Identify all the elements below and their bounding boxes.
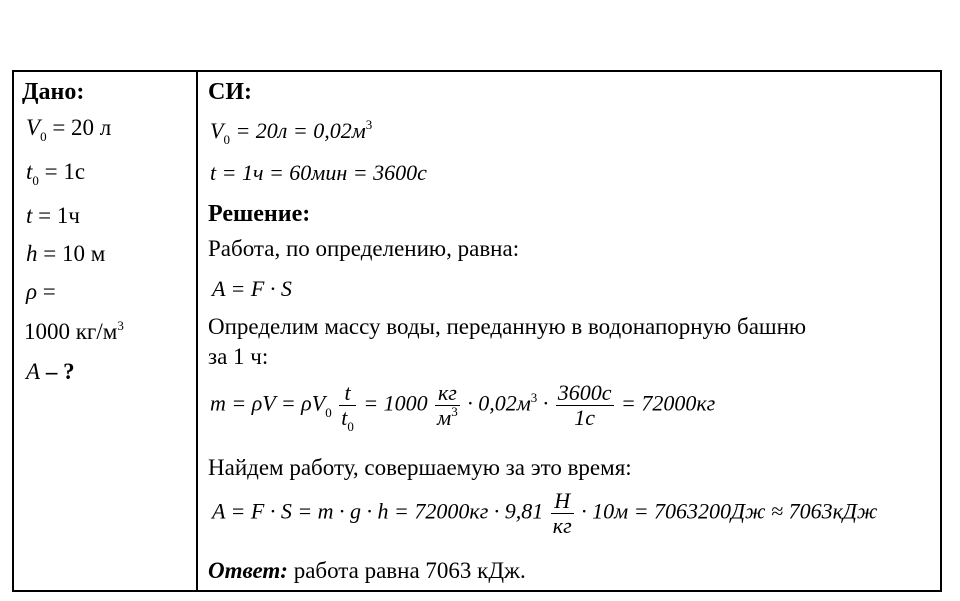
given-v0: $V_0 = 20$ л — [26, 115, 112, 144]
given-t0: $t_0 = 1с$ — [26, 159, 86, 188]
formula-work: A = F · S — [212, 276, 292, 301]
paragraph-definition: Работа, по определению, равна: — [208, 236, 520, 261]
formula-mass: $m = \rho V = \rho V_0$ $\frac{t}{t_0}$ = 1000 $\frac{кг}{м^3}$ · $0,02м^3$ · $\frac{3600с}{1с}$ = 72000кг — [210, 380, 716, 434]
given-h: h = 10 м — [26, 241, 106, 266]
given-find: A – ? — [26, 359, 75, 384]
fraction-g-unit: $\frac{Н}{кг}$ — [552, 488, 572, 538]
paragraph-mass: Определим массу воды, переданную в водонапорную башню — [208, 314, 807, 339]
given-header: Дано: — [22, 79, 85, 105]
paragraph-mass-cont: за 1 ч: — [208, 344, 269, 369]
si-header: СИ: — [208, 79, 252, 105]
column-divider — [196, 70, 198, 592]
given-rho-value: 1000 $кг/м^3$ — [24, 318, 124, 344]
paragraph-work: Найдем работу, совершаемую за это время: — [208, 455, 632, 480]
answer: Ответ: работа равна 7063 кДж. — [208, 558, 526, 583]
fraction-ratio: $\frac{3600с}{1с}$ — [557, 380, 612, 430]
solution-header: Решение: — [208, 201, 311, 227]
si-time: t = 1ч = 60мин = 3600с — [210, 160, 427, 185]
fraction-density-unit: $\frac{кг}{м^3}$ — [437, 380, 458, 430]
given-rho: ρ = — [26, 279, 56, 304]
si-volume: $V_0 = 20л = 0,02м^3$ — [210, 117, 373, 147]
formula-work-result: A = F · S = m · g · h = 72000кг · 9,81 $\frac{Н}{кг}$ · 10м = 7063200Дж ≈ 7063кДж — [212, 488, 878, 538]
given-t: t = 1ч — [26, 203, 80, 228]
fraction-time: $\frac{t}{t_0}$ — [341, 380, 354, 434]
